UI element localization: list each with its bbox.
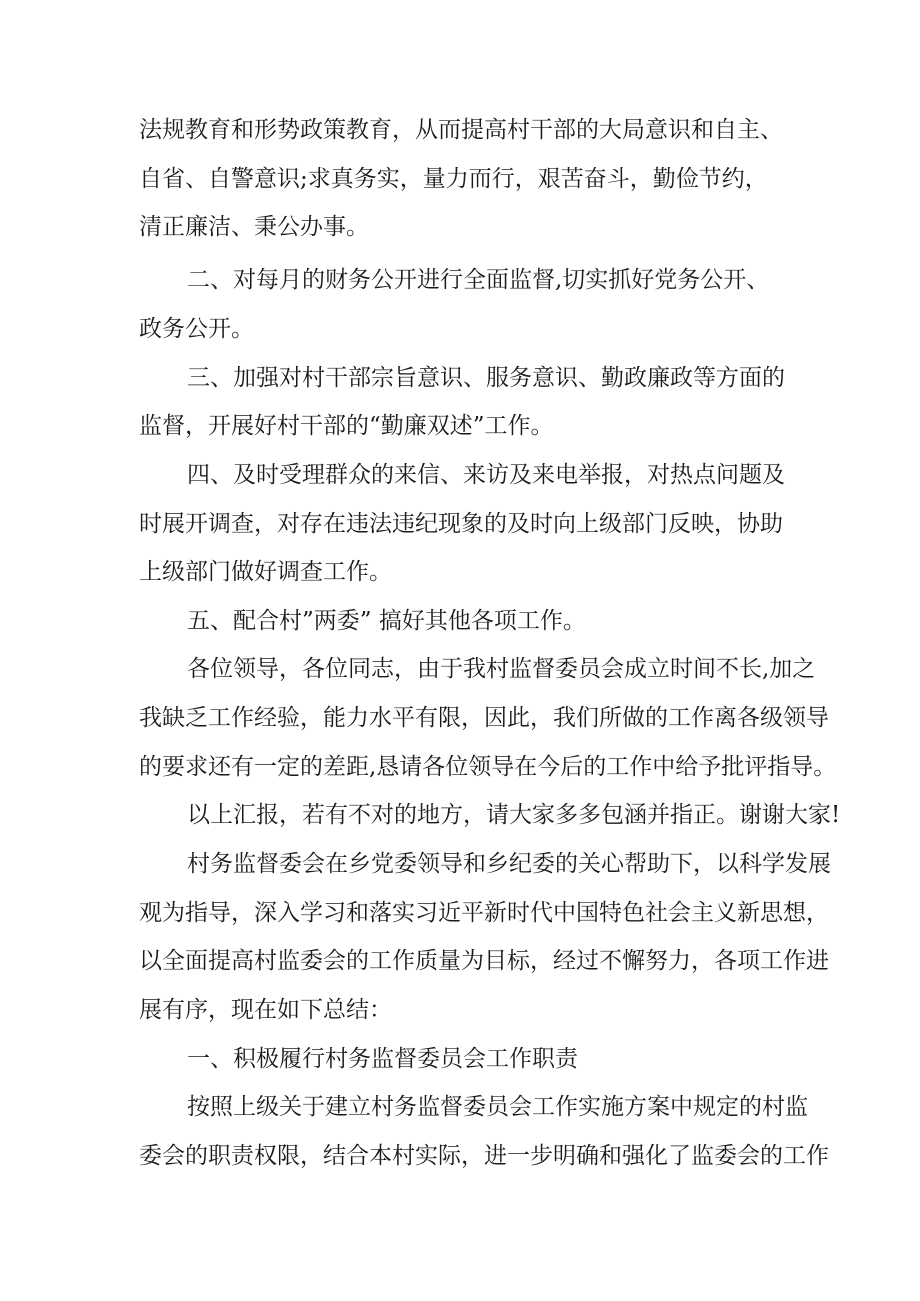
- text-line: 法规教育和形势政策教育，从而提高村干部的大局意识和自主、: [139, 117, 783, 143]
- text-line: 的要求还有一定的差距,恳请各位领导在今后的工作中给予批评指导。: [139, 754, 837, 780]
- text-line: 自省、自警意识;求真务实，量力而行，艰苦奋斗，勤俭节约，: [139, 166, 768, 192]
- text-line: 我缺乏工作经验，能力水平有限，因此，我们所做的工作离各级领导: [139, 705, 829, 731]
- section-heading: 一、积极履行村务监督委员会工作职责: [187, 1046, 578, 1072]
- text-line: 二、对每月的财务公开进行全面监督,切实抓好党务公开、: [187, 267, 770, 293]
- text-line: 观为指导，深入学习和落实习近平新时代中国特色社会主义新思想，: [139, 900, 829, 926]
- text-line: 以上汇报，若有不对的地方，请大家多多包涵并指正。谢谢大家!: [187, 802, 841, 828]
- text-line: 清正廉洁、秉公办事。: [139, 214, 369, 240]
- text-line: 三、加强对村干部宗旨意识、服务意识、勤政廉政等方面的: [187, 365, 785, 391]
- text-line: 村务监督委会在乡党委领导和乡纪委的关心帮助下，以科学发展: [187, 851, 831, 877]
- text-line: 政务公开。: [139, 316, 254, 342]
- text-line: 四、及时受理群众的来信、来访及来电举报，对热点问题及: [187, 462, 785, 488]
- text-line: 委会的职责权限，结合本村实际，进一步明确和强化了监委会的工作: [139, 1143, 829, 1169]
- text-line: 按照上级关于建立村务监督委员会工作实施方案中规定的村监: [187, 1094, 808, 1120]
- text-line: 上级部门做好调查工作。: [139, 559, 392, 585]
- text-line: 五、配合村”两委” 搞好其他各项工作。: [187, 608, 586, 634]
- text-line: 各位领导，各位同志，由于我村监督委员会成立时间不长,加之: [187, 656, 816, 682]
- text-line: 时展开调查，对存在违法违纪现象的及时向上级部门反映，协助: [139, 511, 783, 537]
- text-line: 展有序，现在如下总结：: [139, 997, 392, 1023]
- text-line: 以全面提高村监委会的工作质量为目标，经过不懈努力，各项工作进: [139, 948, 829, 974]
- text-line: 监督，开展好村干部的“勤廉双述”工作。: [139, 413, 554, 439]
